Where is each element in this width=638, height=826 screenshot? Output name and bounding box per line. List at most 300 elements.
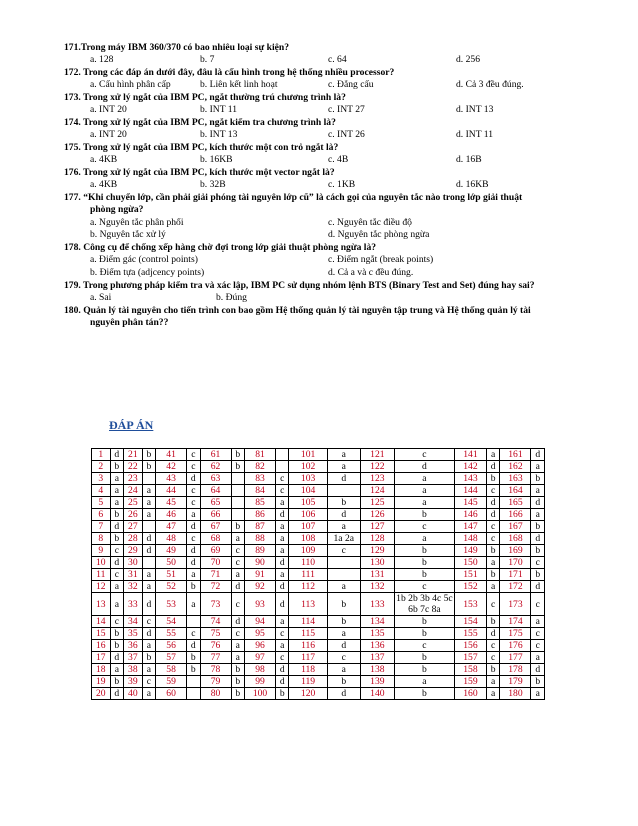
- answer-cell: c: [187, 497, 200, 509]
- question-number-cell: 161: [500, 449, 531, 461]
- question-number-cell: 165: [500, 497, 531, 509]
- answer-cell: d: [486, 461, 499, 473]
- answer-cell: d: [486, 497, 499, 509]
- answer-key-heading: ĐÁP ÁN: [109, 418, 154, 432]
- question-number-cell: 138: [360, 664, 394, 676]
- answer-cell: d: [187, 521, 200, 533]
- question-number-cell: 143: [454, 473, 486, 485]
- question-number-cell: 64: [200, 485, 231, 497]
- answer-cell: b: [327, 676, 360, 688]
- answer-option: c. Điểm ngắt (break points): [328, 254, 434, 266]
- answer-cell: b: [486, 473, 499, 485]
- question-number-cell: 129: [360, 545, 394, 557]
- question-number-cell: 94: [245, 616, 276, 628]
- answer-cell: [142, 557, 155, 569]
- answer-cell: b: [531, 676, 545, 688]
- question-title: [64, 42, 584, 54]
- answer-cell: c: [394, 581, 454, 593]
- answer-option: d. Cả 3 đều đúng.: [456, 79, 524, 91]
- option-row: [64, 254, 584, 267]
- answer-cell: a: [110, 485, 123, 497]
- question-title: [64, 242, 584, 254]
- answer-cell: b: [486, 569, 499, 581]
- answer-cell: a: [531, 509, 545, 521]
- answer-cell: [327, 485, 360, 497]
- answer-cell: d: [110, 521, 123, 533]
- answer-cell: d: [276, 676, 289, 688]
- answer-cell: d: [327, 509, 360, 521]
- question-number-cell: 60: [156, 688, 187, 700]
- question-number-cell: 131: [360, 569, 394, 581]
- question-number-cell: 9: [92, 545, 111, 557]
- question-number-cell: 119: [289, 676, 327, 688]
- question-number-cell: 22: [124, 461, 143, 473]
- question-number-cell: 120: [289, 688, 327, 700]
- answer-cell: b: [142, 449, 155, 461]
- answer-cell: b: [327, 593, 360, 616]
- answer-cell: b: [187, 581, 200, 593]
- question-number-cell: 169: [500, 545, 531, 557]
- answer-cell: b: [231, 449, 244, 461]
- question-title: [64, 305, 584, 330]
- answer-cell: c: [110, 616, 123, 628]
- answer-option: b. Nguyên tắc xử lý: [90, 229, 166, 241]
- question-number-cell: 18: [92, 664, 111, 676]
- option-row: [64, 217, 584, 230]
- answer-cell: c: [276, 652, 289, 664]
- question-number-cell: 130: [360, 557, 394, 569]
- answer-option: d. Cả a và c đều đúng.: [328, 267, 414, 278]
- question-number-cell: 178: [500, 664, 531, 676]
- answer-cell: c: [187, 449, 200, 461]
- answer-cell: c: [486, 485, 499, 497]
- question-number-cell: 34: [124, 616, 143, 628]
- question-number-cell: 107: [289, 521, 327, 533]
- question-item: [64, 305, 584, 330]
- answer-cell: b: [110, 628, 123, 640]
- question-number-cell: 74: [200, 616, 231, 628]
- question-number-cell: 96: [245, 640, 276, 652]
- question-number-cell: 84: [245, 485, 276, 497]
- answer-cell: c: [276, 628, 289, 640]
- question-number-cell: 80: [200, 688, 231, 700]
- question-number-cell: 19: [92, 676, 111, 688]
- answer-cell: a: [231, 640, 244, 652]
- answer-cell: d: [276, 664, 289, 676]
- question-number-cell: 144: [454, 485, 486, 497]
- question-number-cell: 175: [500, 628, 531, 640]
- question-number-cell: 55: [156, 628, 187, 640]
- answer-cell: d: [531, 581, 545, 593]
- answer-cell: c: [327, 652, 360, 664]
- answer-cell: [142, 473, 155, 485]
- question-number-cell: 97: [245, 652, 276, 664]
- table-row: [92, 581, 545, 593]
- option-row: [64, 292, 584, 305]
- question-number-cell: 136: [360, 640, 394, 652]
- table-row: [92, 688, 545, 700]
- question-number-cell: 28: [124, 533, 143, 545]
- answer-cell: d: [486, 628, 499, 640]
- answer-cell: c: [486, 593, 499, 616]
- answer-option: d. INT 11: [456, 129, 494, 141]
- question-number-cell: 16: [92, 640, 111, 652]
- answer-option: c. Nguyên tắc điều độ: [328, 216, 412, 228]
- answer-cell: b: [327, 616, 360, 628]
- question-number-cell: 40: [124, 688, 143, 700]
- question-number-cell: 133: [360, 593, 394, 616]
- question-number-cell: 123: [360, 473, 394, 485]
- question-text: 176. Trong xử lý ngắt của IBM PC, kích thước một vector ngắt là?: [64, 167, 335, 178]
- table-row: [92, 545, 545, 557]
- question-number-cell: 174: [500, 616, 531, 628]
- question-number-cell: 150: [454, 557, 486, 569]
- question-number-cell: 170: [500, 557, 531, 569]
- question-number-cell: 43: [156, 473, 187, 485]
- answer-cell: b: [231, 664, 244, 676]
- answer-cell: d: [142, 628, 155, 640]
- answer-cell: d: [276, 509, 289, 521]
- option-row: [64, 229, 584, 242]
- answer-cell: c: [327, 545, 360, 557]
- answer-cell: c: [394, 640, 454, 652]
- answer-option: b. 32B: [200, 179, 226, 191]
- question-number-cell: 95: [245, 628, 276, 640]
- question-number-cell: 164: [500, 485, 531, 497]
- table-row: [92, 461, 545, 473]
- answer-option: d. 16KB: [456, 179, 489, 191]
- answer-cell: d: [110, 652, 123, 664]
- answer-cell: c: [231, 593, 244, 616]
- question-item: [64, 280, 584, 305]
- answer-cell: [142, 521, 155, 533]
- answer-option: b. INT 11: [200, 104, 238, 116]
- question-number-cell: 50: [156, 557, 187, 569]
- answer-cell: b: [142, 652, 155, 664]
- question-number-cell: 14: [92, 616, 111, 628]
- table-row: [92, 533, 545, 545]
- question-number-cell: 163: [500, 473, 531, 485]
- question-number-cell: 69: [200, 545, 231, 557]
- option-row: [64, 129, 584, 142]
- answer-cell: d: [276, 581, 289, 593]
- answer-cell: c: [142, 616, 155, 628]
- question-number-cell: 13: [92, 593, 111, 616]
- question-number-cell: 166: [500, 509, 531, 521]
- question-number-cell: 124: [360, 485, 394, 497]
- table-row: [92, 628, 545, 640]
- answer-cell: a: [142, 569, 155, 581]
- answer-cell: 1a 2a: [327, 533, 360, 545]
- question-number-cell: 23: [124, 473, 143, 485]
- question-number-cell: 153: [454, 593, 486, 616]
- answer-cell: b: [110, 676, 123, 688]
- question-number-cell: 134: [360, 616, 394, 628]
- question-number-cell: 93: [245, 593, 276, 616]
- answer-cell: b: [531, 545, 545, 557]
- question-number-cell: 26: [124, 509, 143, 521]
- answer-cell: b: [187, 664, 200, 676]
- question-number-cell: 91: [245, 569, 276, 581]
- question-number-cell: 180: [500, 688, 531, 700]
- answer-cell: c: [531, 628, 545, 640]
- question-number-cell: 48: [156, 533, 187, 545]
- question-number-cell: 151: [454, 569, 486, 581]
- question-number-cell: 128: [360, 533, 394, 545]
- question-number-cell: 168: [500, 533, 531, 545]
- answer-cell: a: [142, 688, 155, 700]
- table-row: [92, 557, 545, 569]
- answer-cell: a: [142, 509, 155, 521]
- question-number-cell: 100: [245, 688, 276, 700]
- question-number-cell: 4: [92, 485, 111, 497]
- question-number-cell: 102: [289, 461, 327, 473]
- answer-cell: b: [110, 461, 123, 473]
- question-number-cell: 38: [124, 664, 143, 676]
- answer-cell: b: [486, 545, 499, 557]
- question-number-cell: 176: [500, 640, 531, 652]
- question-number-cell: 158: [454, 664, 486, 676]
- question-number-cell: 62: [200, 461, 231, 473]
- answer-cell: c: [276, 473, 289, 485]
- question-number-cell: 2: [92, 461, 111, 473]
- answer-cell: d: [110, 449, 123, 461]
- table-row: [92, 509, 545, 521]
- question-text: 178. Công cụ để chống xếp hàng chờ đợi trong lớp giải thuật phòng ngừa là?: [64, 242, 377, 253]
- question-number-cell: 78: [200, 664, 231, 676]
- question-number-cell: 42: [156, 461, 187, 473]
- question-text: 173. Trong xử lý ngắt của IBM PC, ngắt thường trú chương trình là?: [64, 92, 346, 103]
- answer-option: a. INT 20: [90, 104, 127, 116]
- question-number-cell: 36: [124, 640, 143, 652]
- question-title: [64, 92, 584, 104]
- question-number-cell: 5: [92, 497, 111, 509]
- question-number-cell: 126: [360, 509, 394, 521]
- question-number-cell: 25: [124, 497, 143, 509]
- question-number-cell: 65: [200, 497, 231, 509]
- answer-cell: b: [394, 652, 454, 664]
- question-number-cell: 21: [124, 449, 143, 461]
- answer-cell: a: [531, 688, 545, 700]
- answer-cell: a: [276, 569, 289, 581]
- answer-cell: a: [110, 497, 123, 509]
- answer-cell: b: [531, 569, 545, 581]
- answer-option: b. 7: [200, 54, 215, 66]
- answer-cell: b: [327, 497, 360, 509]
- answer-cell: d: [327, 640, 360, 652]
- answer-cell: b: [231, 521, 244, 533]
- question-number-cell: 171: [500, 569, 531, 581]
- answer-cell: d: [110, 557, 123, 569]
- option-row: [64, 179, 584, 192]
- answer-cell: a: [327, 628, 360, 640]
- question-number-cell: 46: [156, 509, 187, 521]
- table-row: [92, 569, 545, 581]
- answer-cell: c: [531, 593, 545, 616]
- question-number-cell: 17: [92, 652, 111, 664]
- question-number-cell: 11: [92, 569, 111, 581]
- table-row: [92, 640, 545, 652]
- answer-option: b. INT 13: [200, 129, 238, 141]
- question-number-cell: 149: [454, 545, 486, 557]
- answer-cell: d: [142, 593, 155, 616]
- question-number-cell: 27: [124, 521, 143, 533]
- question-number-cell: 141: [454, 449, 486, 461]
- answer-cell: [231, 509, 244, 521]
- question-number-cell: 8: [92, 533, 111, 545]
- question-number-cell: 111: [289, 569, 327, 581]
- question-number-cell: 12: [92, 581, 111, 593]
- question-number-cell: 53: [156, 593, 187, 616]
- question-text-continued: nguyên phân tán??: [90, 317, 169, 328]
- question-text: 175. Trong xử lý ngắt của IBM PC, kích thước một con trỏ ngắt là?: [64, 142, 339, 153]
- question-title: [64, 192, 584, 217]
- answer-cell: a: [327, 521, 360, 533]
- question-number-cell: 89: [245, 545, 276, 557]
- question-number-cell: 118: [289, 664, 327, 676]
- answer-cell: b: [110, 509, 123, 521]
- question-number-cell: 24: [124, 485, 143, 497]
- question-number-cell: 15: [92, 628, 111, 640]
- question-number-cell: 81: [245, 449, 276, 461]
- answer-cell: a: [276, 640, 289, 652]
- question-item: [64, 92, 584, 117]
- answer-option: c. 1KB: [328, 179, 356, 191]
- option-row: [64, 104, 584, 117]
- question-number-cell: 92: [245, 581, 276, 593]
- question-number-cell: 82: [245, 461, 276, 473]
- question-number-cell: 104: [289, 485, 327, 497]
- option-row: [64, 154, 584, 167]
- question-number-cell: 68: [200, 533, 231, 545]
- table-row: [92, 473, 545, 485]
- question-number-cell: 31: [124, 569, 143, 581]
- answer-cell: a: [531, 652, 545, 664]
- table-row: [92, 449, 545, 461]
- answer-cell: [231, 485, 244, 497]
- question-number-cell: 30: [124, 557, 143, 569]
- answer-option: a. 128: [90, 54, 114, 66]
- answer-cell: b: [187, 652, 200, 664]
- table-row: [92, 593, 545, 616]
- answer-cell: c: [187, 461, 200, 473]
- table-row: [92, 676, 545, 688]
- question-item: [64, 42, 584, 67]
- answer-option: c. 64: [328, 54, 347, 66]
- answer-cell: a: [110, 473, 123, 485]
- table-row: [92, 652, 545, 664]
- question-number-cell: 113: [289, 593, 327, 616]
- answer-cell: b: [394, 688, 454, 700]
- answer-cell: a: [394, 485, 454, 497]
- answer-cell: d: [531, 497, 545, 509]
- answer-option: a. INT 20: [90, 129, 127, 141]
- answer-cell: d: [231, 581, 244, 593]
- question-number-cell: 3: [92, 473, 111, 485]
- answer-cell: c: [110, 545, 123, 557]
- question-text: 174. Trong xử lý ngắt của IBM PC, ngắt kiểm tra chương trình là?: [64, 117, 336, 128]
- question-title: [64, 280, 584, 292]
- question-number-cell: 88: [245, 533, 276, 545]
- question-number-cell: 103: [289, 473, 327, 485]
- question-number-cell: 162: [500, 461, 531, 473]
- answer-cell: c: [231, 545, 244, 557]
- question-number-cell: 86: [245, 509, 276, 521]
- answer-cell: c: [531, 557, 545, 569]
- question-number-cell: 106: [289, 509, 327, 521]
- answer-cell: a: [276, 497, 289, 509]
- table-row: [92, 521, 545, 533]
- answer-cell: a: [276, 545, 289, 557]
- answer-option: d. 16B: [456, 154, 482, 166]
- question-number-cell: 179: [500, 676, 531, 688]
- question-number-cell: 59: [156, 676, 187, 688]
- answer-cell: a: [231, 533, 244, 545]
- answer-cell: a: [486, 688, 499, 700]
- question-number-cell: 142: [454, 461, 486, 473]
- answer-cell: b: [231, 676, 244, 688]
- answer-cell: d: [231, 616, 244, 628]
- answer-cell: a: [327, 664, 360, 676]
- question-number-cell: 39: [124, 676, 143, 688]
- question-number-cell: 67: [200, 521, 231, 533]
- question-number-cell: 116: [289, 640, 327, 652]
- answer-cell: a: [110, 664, 123, 676]
- question-number-cell: 137: [360, 652, 394, 664]
- answer-cell: d: [531, 449, 545, 461]
- question-number-cell: 71: [200, 569, 231, 581]
- answer-cell: d: [327, 473, 360, 485]
- question-item: [64, 167, 584, 192]
- question-number-cell: 147: [454, 521, 486, 533]
- question-text-continued: phòng ngừa?: [90, 204, 144, 216]
- answer-cell: a: [327, 461, 360, 473]
- answer-option: c. Đẳng cấu: [328, 79, 374, 91]
- answer-cell: c: [231, 557, 244, 569]
- answer-option: a. Điểm gác (control points): [90, 254, 198, 266]
- question-number-cell: 122: [360, 461, 394, 473]
- question-number-cell: 101: [289, 449, 327, 461]
- question-number-cell: 32: [124, 581, 143, 593]
- answer-cell: d: [276, 557, 289, 569]
- question-number-cell: 76: [200, 640, 231, 652]
- answer-cell: b: [394, 509, 454, 521]
- answer-cell: b: [394, 557, 454, 569]
- answer-cell: b: [110, 533, 123, 545]
- answer-cell: d: [187, 473, 200, 485]
- answer-cell: [187, 676, 200, 688]
- question-number-cell: 132: [360, 581, 394, 593]
- question-number-cell: 73: [200, 593, 231, 616]
- question-number-cell: 87: [245, 521, 276, 533]
- question-number-cell: 127: [360, 521, 394, 533]
- option-row: [64, 267, 584, 280]
- question-number-cell: 20: [92, 688, 111, 700]
- question-text: 171.Trong máy IBM 360/370 có bao nhiêu loại sự kiện?: [64, 42, 290, 53]
- answer-cell: b: [276, 688, 289, 700]
- answer-cell: [187, 616, 200, 628]
- question-number-cell: 56: [156, 640, 187, 652]
- question-number-cell: 51: [156, 569, 187, 581]
- answer-cell: d: [142, 545, 155, 557]
- question-list: [64, 42, 584, 329]
- answer-cell: d: [187, 545, 200, 557]
- answer-cell: b: [531, 473, 545, 485]
- answer-cell: a: [187, 593, 200, 616]
- answer-cell: a: [486, 449, 499, 461]
- question-number-cell: 160: [454, 688, 486, 700]
- answer-cell: c: [394, 521, 454, 533]
